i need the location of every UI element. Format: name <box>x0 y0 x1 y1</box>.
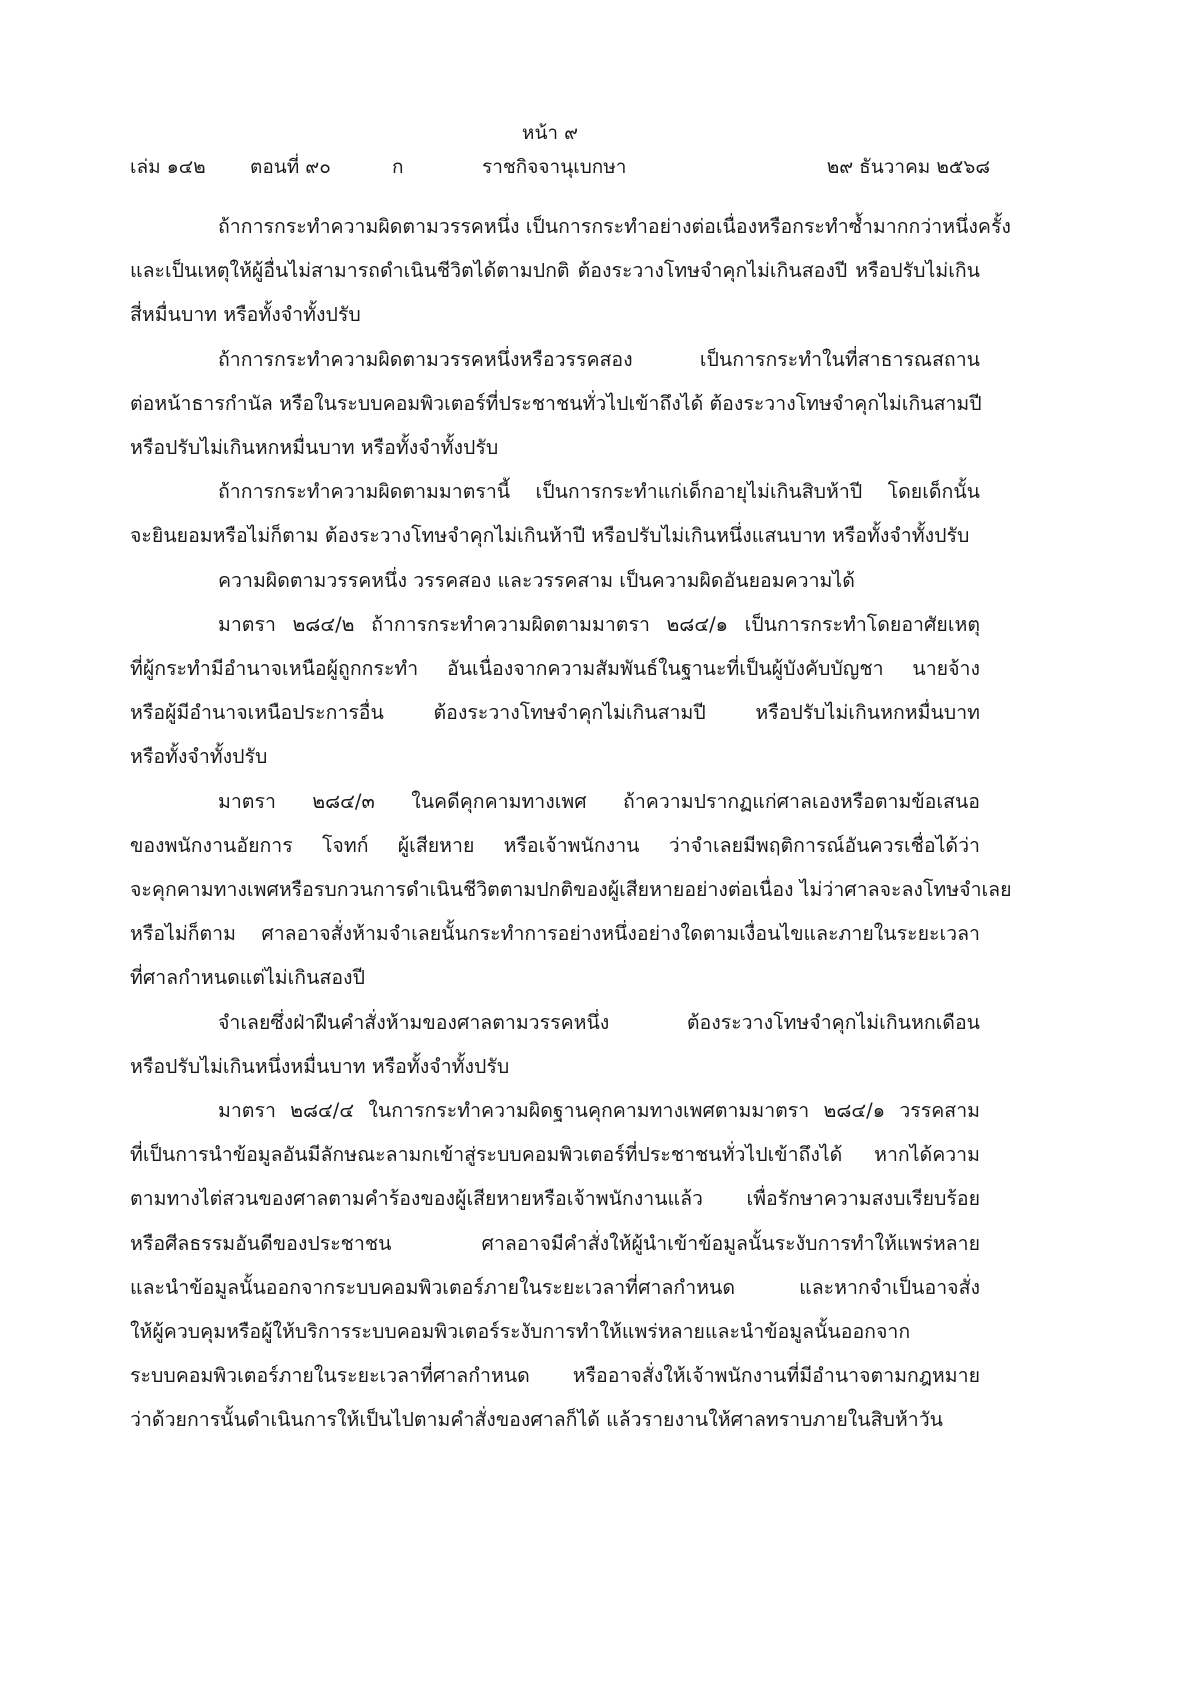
text-line: จำเลยซึ่งฝ่าฝืนคำสั่งห้ามของศาลตามวรรคหนึ่ง ต้องระวางโทษจำคุกไม่เกินหกเดือน <box>218 1010 980 1034</box>
text-line: จะคุกคามทางเพศหรือรบกวนการดำเนินชีวิตตามปกติของผู้เสียหายอย่างต่อเนื่อง ไม่ว่าศาลจะลงโทษจำเลย <box>130 878 1012 902</box>
text-line: ของพนักงานอัยการ โจทก์ ผู้เสียหาย หรือเจ้าพนักงาน ว่าจำเลยมีพฤติการณ์อันควรเชื่อได้ว่า <box>130 833 980 857</box>
text-line: หรือผู้มีอำนาจเหนือประการอื่น ต้องระวางโทษจำคุกไม่เกินสามปี หรือปรับไม่เกินหกหมื่นบาท <box>130 701 980 725</box>
text-line: ระบบคอมพิวเตอร์ภายในระยะเวลาที่ศาลกำหนด หรืออาจสั่งให้เจ้าพนักงานที่มีอำนาจตามกฎหมาย <box>130 1364 980 1388</box>
text-line: ความผิดตามวรรคหนึ่ง วรรคสอง และวรรคสาม เป็นความผิดอันยอมความได้ <box>218 568 855 592</box>
text-line: ถ้าการกระทำความผิดตามวรรคหนึ่งหรือวรรคสอง เป็นการกระทำในที่สาธารณสถาน <box>218 347 980 371</box>
document-body <box>130 205 1012 1443</box>
text-line: ให้ผู้ควบคุมหรือผู้ให้บริการระบบคอมพิวเตอร์ระงับการทำให้แพร่หลายและนำข้อมูลนั้นออกจาก <box>130 1320 911 1344</box>
text-line: ที่ผู้กระทำมีอำนาจเหนือผู้ถูกกระทำ อันเนื่องจากความสัมพันธ์ในฐานะที่เป็นผู้บังคับบัญชา นายจ้าง <box>130 657 980 681</box>
text-line: จะยินยอมหรือไม่ก็ตาม ต้องระวางโทษจำคุกไม่เกินห้าปี หรือปรับไม่เกินหนึ่งแสนบาท หรือทั้งจำทั้งปรับ <box>130 524 970 548</box>
publication-title: ราชกิจจานุเบกษา <box>482 156 627 178</box>
text-line: ตามทางไต่สวนของศาลตามคำร้องของผู้เสียหายหรือเจ้าพนักงานแล้ว เพื่อรักษาความสงบเรียบร้อย <box>130 1187 980 1211</box>
issue-label: ตอนที่ ๙๐ <box>250 156 331 178</box>
text-line: ถ้าการกระทำความผิดตามวรรคหนึ่ง เป็นการกระทำอย่างต่อเนื่องหรือกระทำซ้ำมากกว่าหนึ่งครั้ง <box>218 215 1011 238</box>
volume-label: เล่ม ๑๔๒ <box>130 156 206 178</box>
text-line: หรือไม่ก็ตาม ศาลอาจสั่งห้ามจำเลยนั้นกระทำการอย่างหนึ่งอย่างใดตามเงื่อนไขและภายในระยะเวลา <box>130 922 980 946</box>
text-line: หรือศีลธรรมอันดีของประชาชน ศาลอาจมีคำสั่งให้ผู้นำเข้าข้อมูลนั้นระงับการทำให้แพร่หลาย <box>130 1231 980 1255</box>
text-line: ต่อหน้าธารกำนัล หรือในระบบคอมพิวเตอร์ที่ประชาชนทั่วไปเข้าถึงได้ ต้องระวางโทษจำคุกไม่เกินสามปี <box>130 391 982 415</box>
text-line: หรือปรับไม่เกินหกหมื่นบาท หรือทั้งจำทั้งปรับ <box>130 436 499 460</box>
text-line: ว่าด้วยการนั้นดำเนินการให้เป็นไปตามคำสั่งของศาลก็ได้ แล้วรายงานให้ศาลทราบภายในสิบห้าวัน <box>130 1408 944 1432</box>
text-line: มาตรา ๒๘๔/๔ ในการกระทำความผิดฐานคุกคามทางเพศตามมาตรา ๒๘๔/๑ วรรคสาม <box>218 1099 980 1123</box>
publication-date: ๒๙ ธันวาคม ๒๕๖๘ <box>826 156 990 178</box>
text-line: หรือทั้งจำทั้งปรับ <box>130 745 268 769</box>
section-label: ก <box>392 156 404 178</box>
page-number: หน้า ๙ <box>521 122 579 144</box>
text-line: ที่เป็นการนำข้อมูลอันมีลักษณะลามกเข้าสู่ระบบคอมพิวเตอร์ที่ประชาชนทั่วไปเข้าถึงได้ หากได้ความ <box>130 1143 980 1167</box>
text-line: มาตรา ๒๘๔/๓ ในคดีคุกคามทางเพศ ถ้าความปรากฏแก่ศาลเองหรือตามข้อเสนอ <box>218 789 980 813</box>
text-line: ถ้าการกระทำความผิดตามมาตรานี้ เป็นการกระทำแก่เด็กอายุไม่เกินสิบห้าปี โดยเด็กนั้น <box>218 480 980 504</box>
text-line: ที่ศาลกำหนดแต่ไม่เกินสองปี <box>130 966 365 990</box>
text-line: มาตรา ๒๘๔/๒ ถ้าการกระทำความผิดตามมาตรา ๒๘๔/๑ เป็นการกระทำโดยอาศัยเหตุ <box>218 612 980 636</box>
text-line: สี่หมื่นบาท หรือทั้งจำทั้งปรับ <box>130 303 361 327</box>
text-line: หรือปรับไม่เกินหนึ่งหมื่นบาท หรือทั้งจำทั้งปรับ <box>130 1054 510 1078</box>
text-line: และเป็นเหตุให้ผู้อื่นไม่สามารถดำเนินชีวิตได้ตามปกติ ต้องระวางโทษจำคุกไม่เกินสองปี หรือปรับไม่เกิน <box>130 259 980 283</box>
text-line: และนำข้อมูลนั้นออกจากระบบคอมพิวเตอร์ภายในระยะเวลาที่ศาลกำหนด และหากจำเป็นอาจสั่ง <box>130 1275 980 1299</box>
gazette-header <box>130 152 990 182</box>
